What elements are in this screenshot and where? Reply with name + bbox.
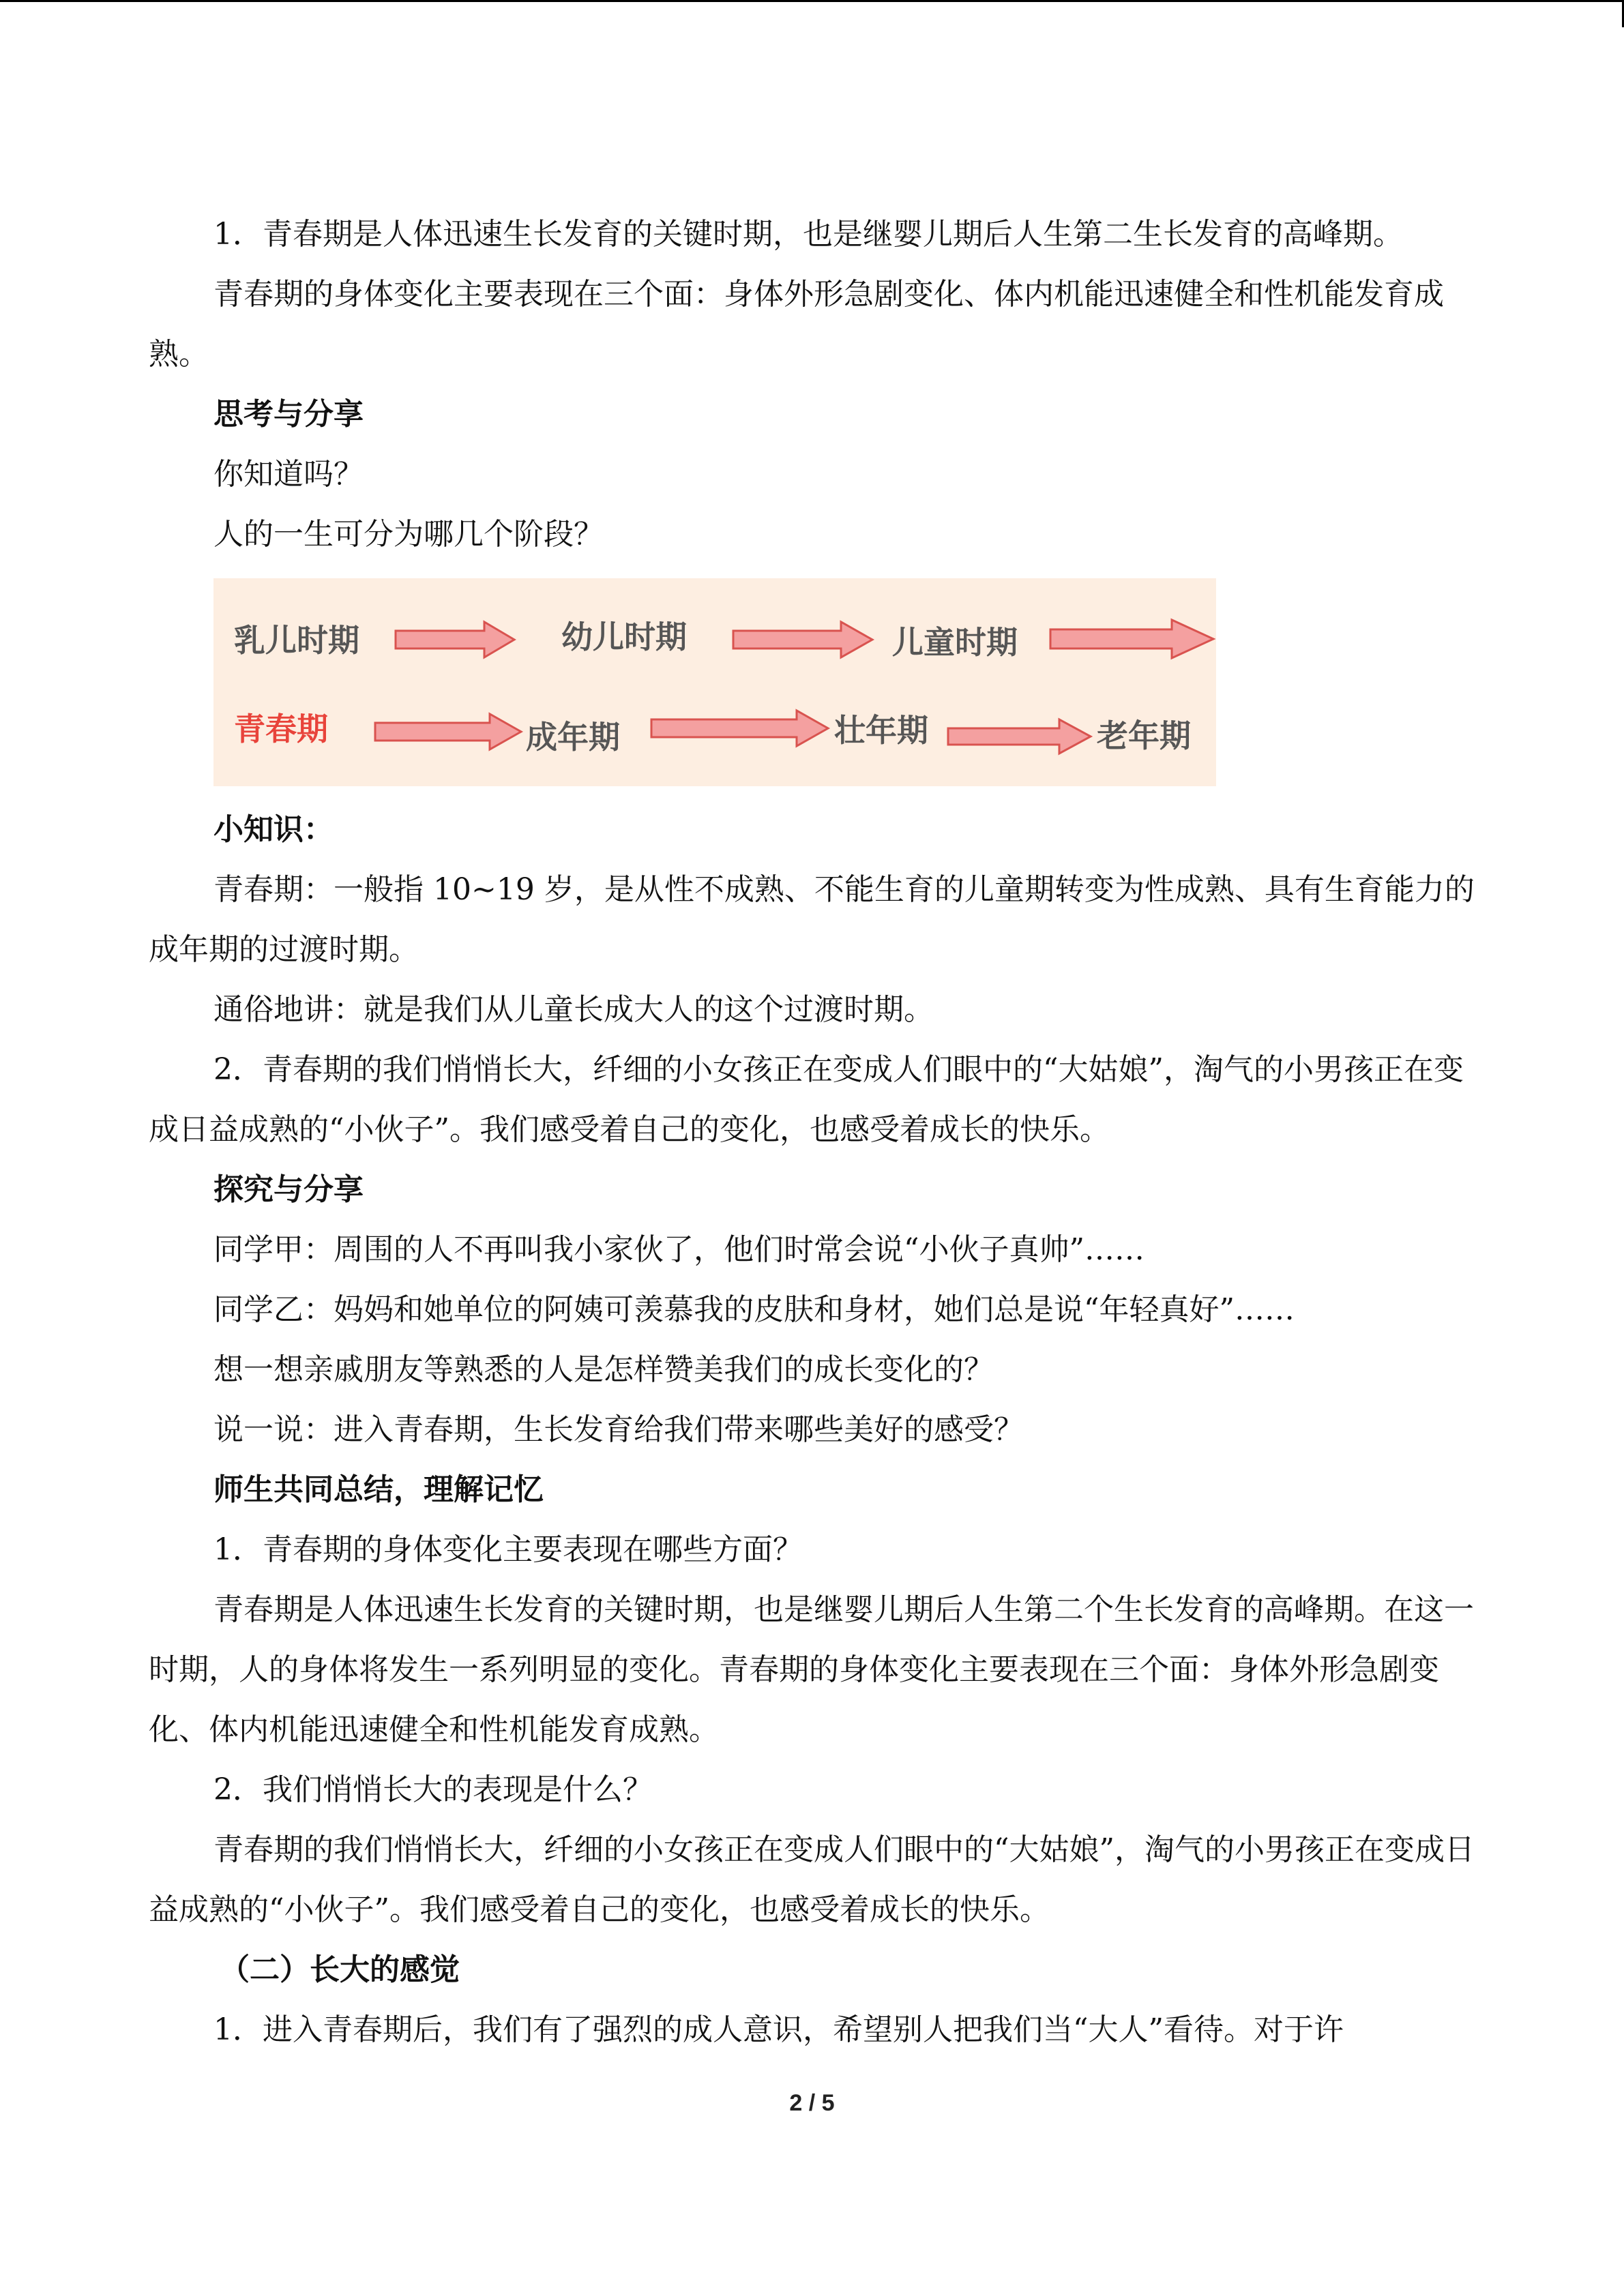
stage-label: 乳儿时期 xyxy=(234,622,359,659)
paragraph: 说一说：进入青春期，生长发育给我们带来哪些美好的感受？ xyxy=(213,1412,1024,1447)
stage-label: 老年期 xyxy=(1097,717,1191,754)
section-heading: 思考与分享 xyxy=(213,397,364,432)
paragraph: 青春期：一般指 10~19 岁，是从性不成熟、不能生育的儿童期转变为性成熟、具有生育能力的成年期的过渡时期。 xyxy=(149,872,1475,967)
paragraph: 青春期的身体变化主要表现在三个面：身体外形急剧变化、体内机能迅速健全和性机能发育成熟。 xyxy=(149,277,1444,372)
paragraph: 通俗地讲：就是我们从儿童长成大人的这个过渡时期。 xyxy=(213,992,934,1027)
paragraph: 2．我们悄悄长大的表现是什么？ xyxy=(213,1772,653,1807)
paragraph: 1．青春期的身体变化主要表现在哪些方面？ xyxy=(213,1532,803,1567)
stage-label: 壮年期 xyxy=(834,712,928,749)
arrow-icon xyxy=(947,717,1093,756)
life-stages-figure xyxy=(213,578,1216,786)
paragraph: 同学甲：周围的人不再叫我小家伙了，他们时常会说“小伙子真帅”…… xyxy=(213,1232,1145,1267)
paragraph: 青春期的我们悄悄长大，纤细的小女孩正在变成人们眼中的“大姑娘”，淘气的小男孩正在变成日益成熟的“小伙子”。我们感受着自己的变化，也感受着成长的快乐。 xyxy=(149,1832,1475,1927)
document-body xyxy=(149,205,1479,2060)
section-heading: （二）长大的感觉 xyxy=(220,1952,460,1987)
section-heading: 小知识： xyxy=(213,812,334,847)
paragraph: 想一想亲戚朋友等熟悉的人是怎样赞美我们的成长变化的？ xyxy=(213,1352,994,1387)
stage-label: 幼儿时期 xyxy=(561,618,687,655)
paragraph: 人的一生可分为哪几个阶段？ xyxy=(213,517,604,552)
paragraph: 1．青春期是人体迅速生长发育的关键时期，也是继婴儿期后人生第二生长发育的高峰期。 xyxy=(213,217,1403,252)
stage-label: 成年期 xyxy=(526,719,620,756)
arrow-icon xyxy=(1049,618,1216,660)
arrow-icon xyxy=(732,619,875,660)
paragraph: 你知道吗？ xyxy=(213,457,364,492)
top-border xyxy=(0,0,1624,2)
section-heading: 师生共同总结，理解记忆 xyxy=(213,1472,544,1507)
paragraph: 同学乙：妈妈和她单位的阿姨可羡慕我的皮肤和身材，她们总是说“年轻真好”…… xyxy=(213,1292,1295,1327)
stage-label: 儿童时期 xyxy=(892,624,1018,661)
arrow-icon xyxy=(374,711,524,752)
paragraph: 2．青春期的我们悄悄长大，纤细的小女孩正在变成人们眼中的“大姑娘”，淘气的小男孩正在变成日益成熟的“小伙子”。我们感受着自己的变化，也感受着成长的快乐。 xyxy=(149,1052,1464,1147)
paragraph: 青春期是人体迅速生长发育的关键时期，也是继婴儿期后人生第二个生长发育的高峰期。在这一时期，人的身体将发生一系列明显的变化。青春期的身体变化主要表现在三个面：身体外形急剧变化、体内机能迅速健全和性机能发育成熟。 xyxy=(149,1592,1474,1747)
paragraph: 1．进入青春期后，我们有了强烈的成人意识，希望别人把我们当“大人”看待。对于许 xyxy=(213,2012,1344,2047)
stage-label-highlight: 青春期 xyxy=(234,711,328,747)
arrow-icon xyxy=(394,619,517,660)
section-heading: 探究与分享 xyxy=(213,1172,364,1207)
arrow-icon xyxy=(650,708,831,749)
page-number: 2 / 5 xyxy=(789,2090,835,2116)
